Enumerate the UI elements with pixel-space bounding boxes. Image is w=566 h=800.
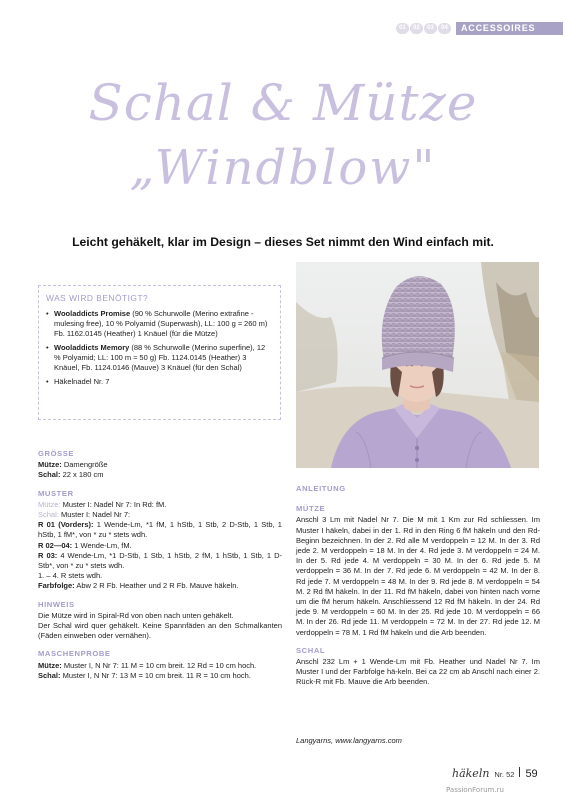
scarf-text: Anschl 232 Lm + 1 Wende-Lm mit Fb. Heather und Nadel Nr 7. Im Muster I und der Farbfolge hä-keln. Bei ca 22 cm ab Anschl nach einer 2. Rück-R mit Fb. Mauve die Arb beenden. xyxy=(296,657,540,687)
gauge-label: Mütze: xyxy=(38,660,62,670)
section-dot: 03 xyxy=(424,23,437,34)
row-label: R 03: xyxy=(38,550,58,560)
model-photo xyxy=(296,262,539,468)
size-value: 22 x 180 cm xyxy=(60,470,104,480)
pattern-value: Muster I: Nadel Nr 7: In Rd: fM. xyxy=(60,499,167,509)
gauge-value: Muster I, N Nr 7: 11 M = 10 cm breit. 12 Rd = 10 cm hoch. xyxy=(61,660,257,670)
size-section xyxy=(38,449,282,481)
hat-text: Anschl 3 Lm mit Nadel Nr 7. Die M mit 1 Km zur Rd schliessen. Im Muster I häkeln, dabei in der 1. Rd in den Ring 6 fM häkeln und den Rd-Beginn bezeichnen. In der 2. Rd alle M verdoppeln = 12 M. In der 3. Rd jede 2. M verdoppeln = 18 M. In der 4. Rd jede 3. M verdoppeln = 24 M. In der 5. Rd jede 4. M verdoppeln = 30 M. In der 6. Rd jede 5. M verdoppeln = 36 M. In der 7. Rd jede 6. M verdoppeln = 42 M. In der 8. Rd jede 7. M verdoppeln = 48 M. In der 9. Rd jede 8. M verdoppeln = 54 M. 2 Rd fM häkeln. In der 11. Rd fM häkeln, dabei von hinten nach vorne um die fM herum häkeln. Anschliessend 12 Rd fM häkeln. In der 24. Rd jede 9. M verdoppeln = 60 M. In der 25. Rd jede 10. M verdoppeln = 66 M. In der 26. Rd jede 11. M verdoppeln = 72 M. In der 27. Rd jede 12. M verdoppeln = 78 M. 1 Rd fM häkeln und die Arb beenden. xyxy=(296,515,540,637)
row-value: 1 Wende-Lm, fM. xyxy=(72,540,132,550)
size-label: Mütze: xyxy=(38,460,62,470)
section-dot: 02 xyxy=(410,23,423,34)
page-title-line2: „Windblow" xyxy=(129,140,437,196)
issue-number: Nr. 52 xyxy=(494,770,515,779)
materials-box xyxy=(38,285,281,420)
section-tab: ACCESSOIRES xyxy=(456,22,563,35)
material-name: Wooladdicts Memory xyxy=(54,343,130,352)
materials-title: WAS WIRD BENÖTIGT? xyxy=(46,293,149,303)
row-repeat: 1. – 4. R stets wdh. xyxy=(38,571,103,581)
section-dot: 04 xyxy=(438,23,451,34)
scarf-heading: SCHAL xyxy=(296,645,326,655)
page-title-line1: Schal & Mütze xyxy=(88,74,478,132)
row-value: 4 Wende-Lm, *1 D-Stb, 1 Stb, 1 hStb, 2 fM, 1 hStb, 1 Stb, 1 D-Stb*, von * zu * stets wdh. xyxy=(38,550,283,571)
watermark: PassionForum.ru xyxy=(446,786,504,794)
row-label: R 01 (Vorders): xyxy=(38,520,94,530)
material-desc: (90 % Schurwolle (Merino extrafine - mulesing free), 10 % Polyamid (Superwash), LL: 100 g ≈ 260 m) Fb. 1162.0145 (Heather) 1 Knäuel (für die Mütze) xyxy=(54,309,268,338)
instructions-heading: ANLEITUNG xyxy=(296,484,346,493)
list-item xyxy=(46,309,273,339)
gauge-section xyxy=(38,649,282,681)
page-footer xyxy=(452,767,538,780)
size-heading: GRÖSSE xyxy=(38,449,75,458)
bullet-icon: • xyxy=(46,309,49,318)
pattern-value: Muster I: Nadel Nr 7: xyxy=(58,510,131,520)
page-subtitle: Leicht gehäkelt, klar im Design – dieses Set nimmt den Wind einfach mit. xyxy=(72,235,494,249)
color-value: Abw 2 R Fb. Heather und 2 R Fb. Mauve häkeln. xyxy=(74,581,239,591)
row-value: 1 Wende-Lm, *1 fM, 1 hStb, 1 Stb, 2 D-Stb, 1 Stb, 1 hStb, 1 fM*, von * zu * stets wdh. xyxy=(38,520,282,540)
right-column xyxy=(296,484,540,696)
material-desc: Häkelnadel Nr. 7 xyxy=(54,377,110,386)
scarf-instructions xyxy=(296,646,540,688)
pattern-section xyxy=(38,489,282,592)
bullet-icon: • xyxy=(46,343,49,352)
credit-text: Langyarns, www.langyarns.com xyxy=(296,736,402,745)
note-text: Die Mütze wird in Spiral-Rd von oben nach unten gehäkelt. xyxy=(38,610,234,620)
gauge-heading: MASCHENPROBE xyxy=(38,649,111,659)
size-value: Damengröße xyxy=(61,460,108,470)
pattern-label: Mütze: xyxy=(38,499,61,509)
pattern-label: Schal: xyxy=(38,510,59,520)
list-item xyxy=(46,343,273,373)
left-column xyxy=(38,449,282,689)
gauge-value: Muster I, N Nr 7: 13 M = 10 cm breit. 11 R = 10 cm hoch. xyxy=(60,670,251,680)
magazine-name: häkeln xyxy=(452,767,490,780)
section-dots xyxy=(396,23,451,34)
row-label: R 02—04: xyxy=(38,540,73,550)
footer-divider xyxy=(519,767,520,777)
gauge-label: Schal: xyxy=(38,670,61,680)
list-item xyxy=(46,377,273,387)
note-section xyxy=(38,600,282,642)
material-name: Wooladdicts Promise xyxy=(54,309,131,318)
bullet-icon: • xyxy=(46,377,49,386)
section-dot: 01 xyxy=(396,23,409,34)
page-number: 59 xyxy=(525,768,538,780)
hat-heading: MÜTZE xyxy=(296,504,326,514)
size-label: Schal: xyxy=(38,470,61,480)
pattern-heading: MUSTER xyxy=(38,488,74,498)
material-desc: (88 % Schurwolle (Merino superfine), 12 % Polyamid; LL: 100 m ≈ 50 g) Fb. 1124.0145 (Heather) 3 Knäuel, Fb. 1124.0146 (Mauve) 3 Knäuel (für den Schal) xyxy=(54,343,266,372)
note-heading: HINWEIS xyxy=(38,599,75,609)
section-header xyxy=(396,22,563,35)
color-label: Farbfolge: xyxy=(38,581,75,591)
note-text: Der Schal wird quer gehäkelt. Keine Spannfäden an den Schmalkanten (Fäden einweben oder vernähen). xyxy=(38,621,282,641)
hat-instructions xyxy=(296,504,540,638)
